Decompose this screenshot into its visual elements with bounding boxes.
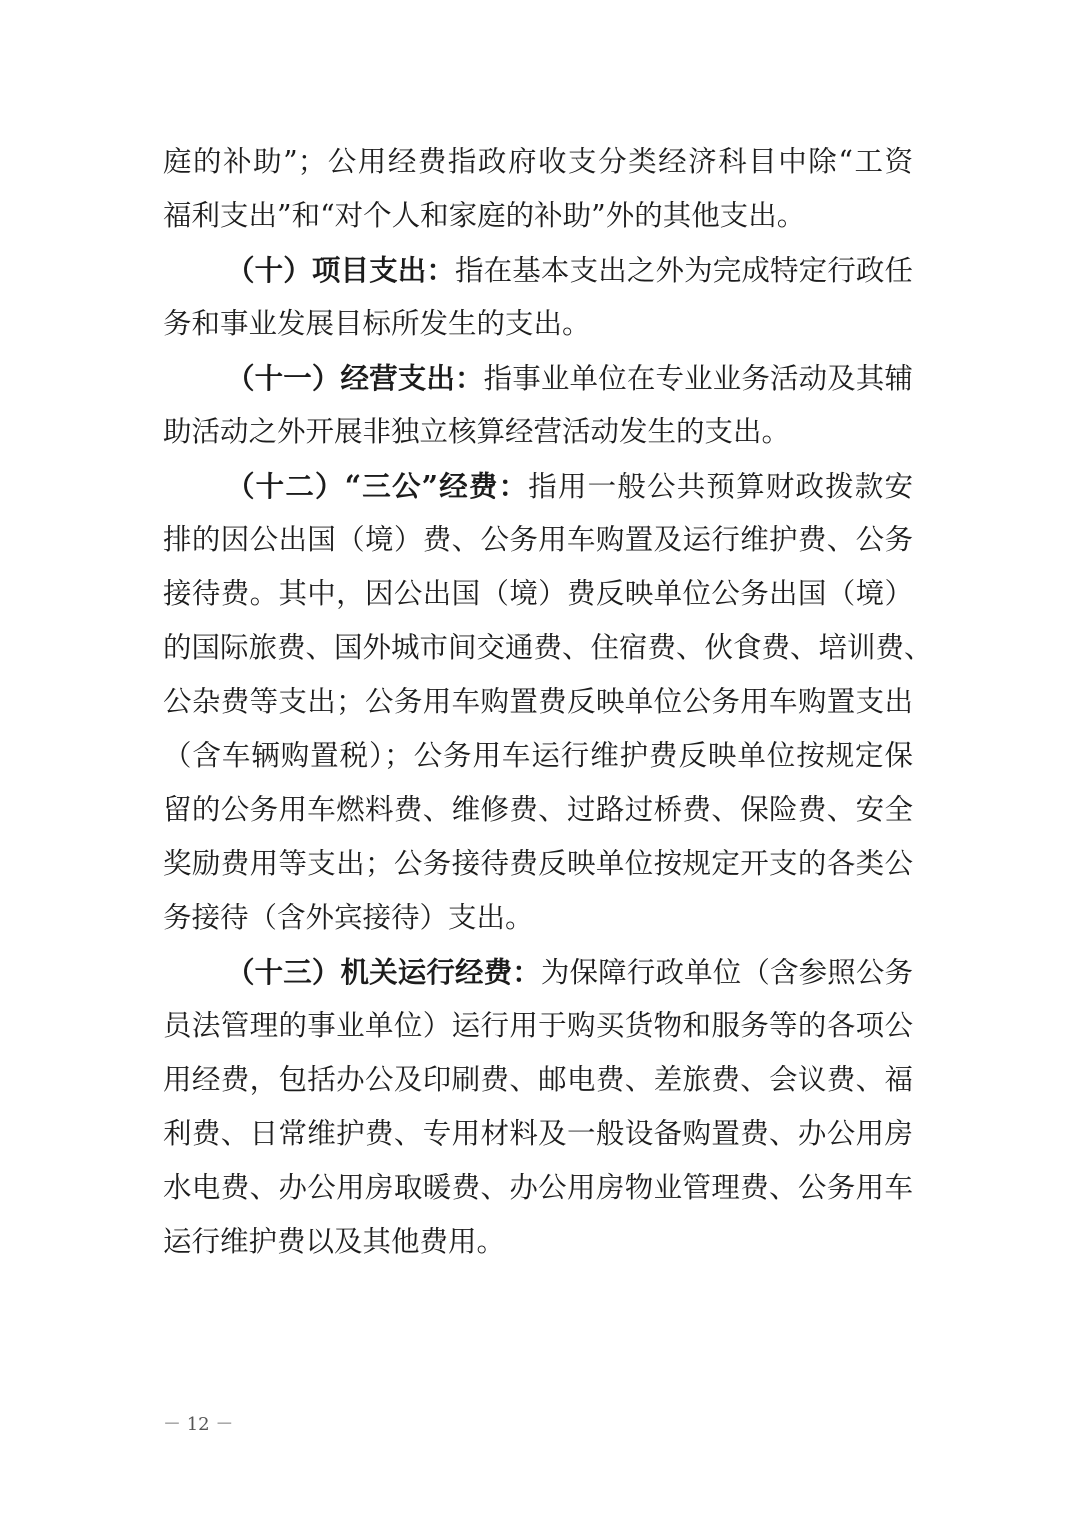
page-number: － 12 － xyxy=(163,1414,234,1435)
paragraph-line xyxy=(226,466,913,506)
paragraph-line: 接待费。其中，因公出国（境）费反映单位公务出国（境） xyxy=(163,577,913,610)
paragraph-line: （含车辆购置税）；公务用车运行维护费反映单位按规定保 xyxy=(163,739,913,772)
paragraph-text: 为保障行政单位（含参照公务 xyxy=(540,956,913,989)
paragraph-line: 员法管理的事业单位）运行用于购买货物和服务等的各项公 xyxy=(163,1009,913,1042)
paragraph-line: 留的公务用车燃料费、维修费、过路过桥费、保险费、安全 xyxy=(163,793,913,826)
paragraph-line xyxy=(226,952,913,992)
section-heading: （十二）“三公”经费： xyxy=(226,469,529,503)
paragraph-text: 指用一般公共预算财政拨款安 xyxy=(528,470,913,503)
paragraph-line: 务和事业发展目标所发生的支出。 xyxy=(163,307,591,340)
paragraph-line: 助活动之外开展非独立核算经营活动发生的支出。 xyxy=(163,415,791,448)
paragraph-line: 水电费、办公用房取暖费、办公用房物业管理费、公务用车 xyxy=(163,1171,913,1204)
paragraph-line: 公杂费等支出；公务用车购置费反映单位公务用车购置支出 xyxy=(163,685,913,718)
paragraph-line: 务接待（含外宾接待）支出。 xyxy=(163,901,534,934)
paragraph-line: 用经费，包括办公及印刷费、邮电费、差旅费、会议费、福 xyxy=(163,1063,913,1096)
section-heading: （十）项目支出： xyxy=(226,253,456,287)
paragraph-text: 指事业单位在专业业务活动及其辅 xyxy=(483,362,913,395)
paragraph-line: 的国际旅费、国外城市间交通费、住宿费、伙食费、培训费、 xyxy=(163,631,933,664)
paragraph-line: 庭的补助”；公用经费指政府收支分类经济科目中除“工资 xyxy=(163,145,913,178)
paragraph-line: 排的因公出国（境）费、公务用车购置及运行维护费、公务 xyxy=(163,523,913,556)
paragraph-line: 运行维护费以及其他费用。 xyxy=(163,1225,506,1258)
paragraph-line: 奖励费用等支出；公务接待费反映单位按规定开支的各类公 xyxy=(163,847,913,880)
section-heading: （十一）经营支出： xyxy=(226,361,484,395)
section-heading: （十三）机关运行经费： xyxy=(226,955,541,989)
paragraph-text: 指在基本支出之外为完成特定行政任 xyxy=(455,254,913,287)
paragraph-line xyxy=(226,250,913,290)
paragraph-line: 利费、日常维护费、专用材料及一般设备购置费、办公用房 xyxy=(163,1117,913,1150)
paragraph-line xyxy=(226,358,913,398)
paragraph-line: 福利支出”和“对个人和家庭的补助”外的其他支出。 xyxy=(163,199,806,232)
